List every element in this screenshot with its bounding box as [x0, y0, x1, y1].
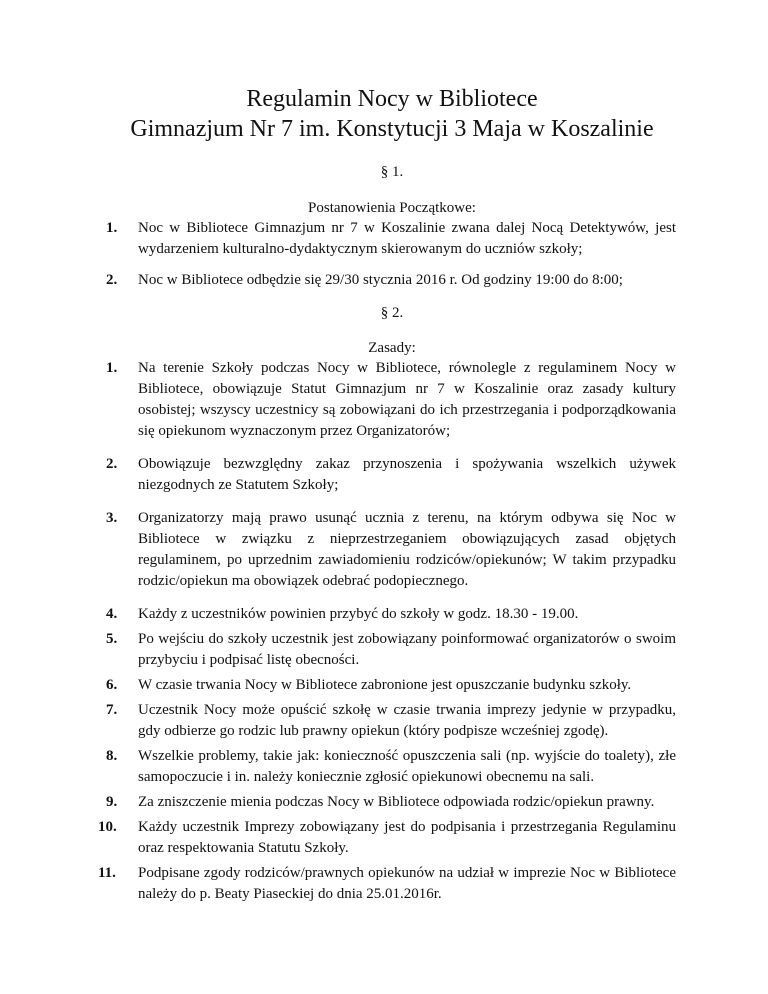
item-number: 2.	[106, 456, 118, 472]
list-item	[108, 218, 676, 260]
item-number: 2.	[106, 272, 118, 288]
item-number: 6.	[106, 677, 118, 693]
list-item	[108, 675, 676, 696]
section-2-heading: Zasady:	[368, 340, 416, 356]
item-text: Na terenie Szkoły podczas Nocy w Bibliotece, równolegle z regulaminem Nocy w Bibliotece, obowiązuje Statut Gimnazjum nr 7 w Koszalinie oraz zasady kultury osobistej; wszyscy uczestnicy są zobowiązani do ich przestrzegania i podporządkowania się opiekunom wyznaczonym przez Organizatorów;	[138, 360, 676, 439]
item-number: 11.	[98, 865, 116, 881]
list-item	[108, 792, 676, 813]
item-text: Noc w Bibliotece Gimnazjum nr 7 w Koszalinie zwana dalej Nocą Detektywów, jest wydarzeniem kulturalno-dydaktycznym skierowanym do uczniów szkoły;	[138, 220, 676, 257]
list-item	[108, 604, 676, 625]
section-2-list	[98, 358, 676, 905]
item-number: 5.	[106, 631, 118, 647]
item-text: Noc w Bibliotece odbędzie się 29/30 stycznia 2016 r. Od godziny 19:00 do 8:00;	[138, 272, 623, 288]
list-item	[108, 454, 676, 496]
list-item	[98, 817, 676, 859]
list-item	[108, 629, 676, 671]
item-text: Organizatorzy mają prawo usunąć ucznia z terenu, na którym odbywa się Noc w Bibliotece w związku z nieprzestrzeganiem obowiązujących zasad objętych regulaminem, po uprzednim zawiadomieniu rodziców/opiekunów; W takim przypadku rodzic/opiekun ma obowiązek odebrać podopiecznego.	[138, 510, 676, 589]
item-number: 8.	[106, 748, 118, 764]
item-text: Podpisane zgody rodziców/prawnych opiekunów na udział w imprezie Noc w Bibliotece należy do p. Beaty Piaseckiej do dnia 25.01.2016r.	[138, 865, 676, 902]
item-text: Uczestnik Nocy może opuścić szkołę w czasie trwania imprezy jedynie w przypadku, gdy odbierze go rodzic lub prawny opiekun (który podpisze wcześniej zgodę).	[138, 702, 676, 739]
section-1-heading: Postanowienia Początkowe:	[308, 200, 476, 216]
item-number: 1.	[106, 360, 118, 376]
list-item	[108, 508, 676, 592]
title-line-1: Regulamin Nocy w Bibliotece	[246, 86, 538, 112]
list-item	[98, 863, 676, 905]
item-text: Obowiązuje bezwzględny zakaz przynoszenia i spożywania wszelkich używek niezgodnych ze Statutem Szkoły;	[138, 456, 676, 493]
item-text: Po wejściu do szkoły uczestnik jest zobowiązany poinformować organizatorów o swoim przybyciu i podpisać listę obecności.	[138, 631, 676, 668]
list-item	[108, 746, 676, 788]
item-number: 1.	[106, 220, 118, 236]
document-title	[108, 84, 676, 144]
list-item	[108, 358, 676, 442]
item-number: 9.	[106, 794, 118, 810]
item-number: 10.	[98, 819, 117, 835]
list-item	[108, 700, 676, 742]
item-text: Każdy uczestnik Imprezy zobowiązany jest do podpisania i przestrzegania Regulaminu oraz respektowania Statutu Szkoły.	[138, 819, 676, 856]
section-1-list	[108, 218, 676, 291]
section-2-number: § 2.	[380, 305, 404, 321]
item-number: 7.	[106, 702, 118, 718]
item-text: Każdy z uczestników powinien przybyć do szkoły w godz. 18.30 - 19.00.	[138, 606, 579, 622]
list-item	[108, 270, 676, 291]
section-1-number: § 1.	[380, 164, 404, 180]
item-number: 4.	[106, 606, 118, 622]
item-number: 3.	[106, 510, 118, 526]
item-text: Za zniszczenie mienia podczas Nocy w Bibliotece odpowiada rodzic/opiekun prawny.	[138, 794, 655, 810]
item-text: W czasie trwania Nocy w Bibliotece zabronione jest opuszczanie budynku szkoły.	[138, 677, 632, 693]
title-line-2: Gimnazjum Nr 7 im. Konstytucji 3 Maja w Koszalinie	[130, 116, 654, 142]
item-text: Wszelkie problemy, takie jak: konieczność opuszczenia sali (np. wyjście do toalety), złe samopoczucie i in. należy koniecznie zgłosić opiekunowi obecnemu na sali.	[138, 748, 676, 785]
